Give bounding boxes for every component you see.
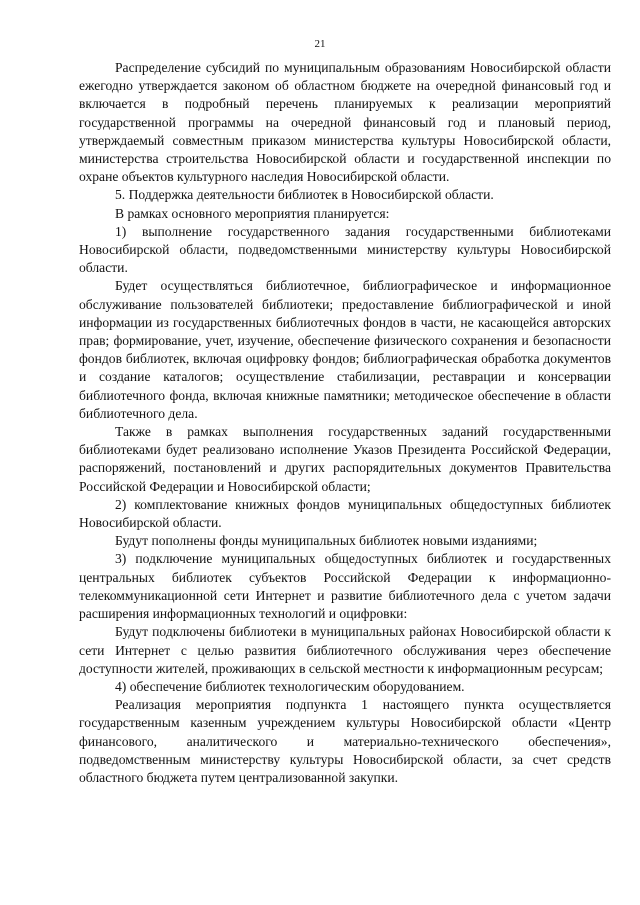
document-body (79, 59, 611, 787)
page-number: 21 (314, 38, 326, 50)
paragraph-funds-replenished: Будут пополнены фонды муниципальных библиотек новыми изданиями; (115, 533, 538, 549)
paragraph-library-services: Будет осуществляться библиотечное, библиографическое и информационное обслуживание пользователей библиотеки; предоставление библиографической и иной информации из государственных библиотечных фондов в части, не касающейся авторских прав; формирование, учет, изучение, обеспечение физического сохранения и безопасности фондов библиотек, включая оцифровку фондов; библиографическая обработка документов и создание каталогов; осуществление стабилизации, реставрации и консервации библиотечного фонда, включая книжные памятники; методическое обеспечение в области библиотечного дела. (79, 278, 611, 421)
paragraph-section-5-heading: 5. Поддержка деятельности библиотек в Новосибирской области. (115, 187, 494, 203)
paragraph-internet-connection: Будут подключены библиотеки в муниципальных районах Новосибирской области к сети Интернет с целью развития библиотечного обслуживания через обеспечение доступности жителей, проживающих в сельской местности к информационным ресурсам; (79, 624, 611, 676)
paragraph-implementation: Реализация мероприятия подпункта 1 настоящего пункта осуществляется государственным казенным учреждением культуры Новосибирской области «Центр финансового, аналитического и материально-технического обеспечения», подведомственным министерству культуры Новосибирской области, за счет средств областного бюджета путем централизованной закупки. (79, 697, 611, 785)
paragraph-item-3: 3) подключение муниципальных общедоступных библиотек и государственных центральных библиотек субъектов Российской Федерации к информационно-телекоммуникационной сети Интернет и развитие библиотечного дела с учетом задачи расширения информационных технологий и оцифровки: (79, 551, 611, 622)
paragraph-subsidy-distribution: Распределение субсидий по муниципальным образованиям Новосибирской области ежегодно утверждается законом об областном бюджете на очередной финансовый год и включается в подробный перечень планируемых к реализации мероприятий государственной программы на очередной финансовый год и плановый период, утверждаемый совместным приказом министерства культуры Новосибирской области, министерства строительства Новосибирской области и государственной инспекции по охране объектов культурного наследия Новосибирской области. (79, 60, 611, 185)
paragraph-item-1: 1) выполнение государственного задания государственными библиотеками Новосибирской области, подведомственными министерству культуры Новосибирской области. (79, 223, 611, 276)
paragraph-decrees-execution: Также в рамках выполнения государственных заданий государственными библиотеками будет реализовано исполнение Указов Президента Российской Федерации, распоряжений, постановлений и других распорядительных документов Правительства Российской Федерации и Новосибирской области; (79, 424, 611, 494)
paragraph-item-2: 2) комплектование книжных фондов муниципальных общедоступных библиотек Новосибирской области. (79, 496, 611, 531)
paragraph-planned-intro: В рамках основного мероприятия планируется: (115, 205, 390, 221)
paragraph-item-4: 4) обеспечение библиотек технологическим оборудованием. (115, 678, 465, 694)
